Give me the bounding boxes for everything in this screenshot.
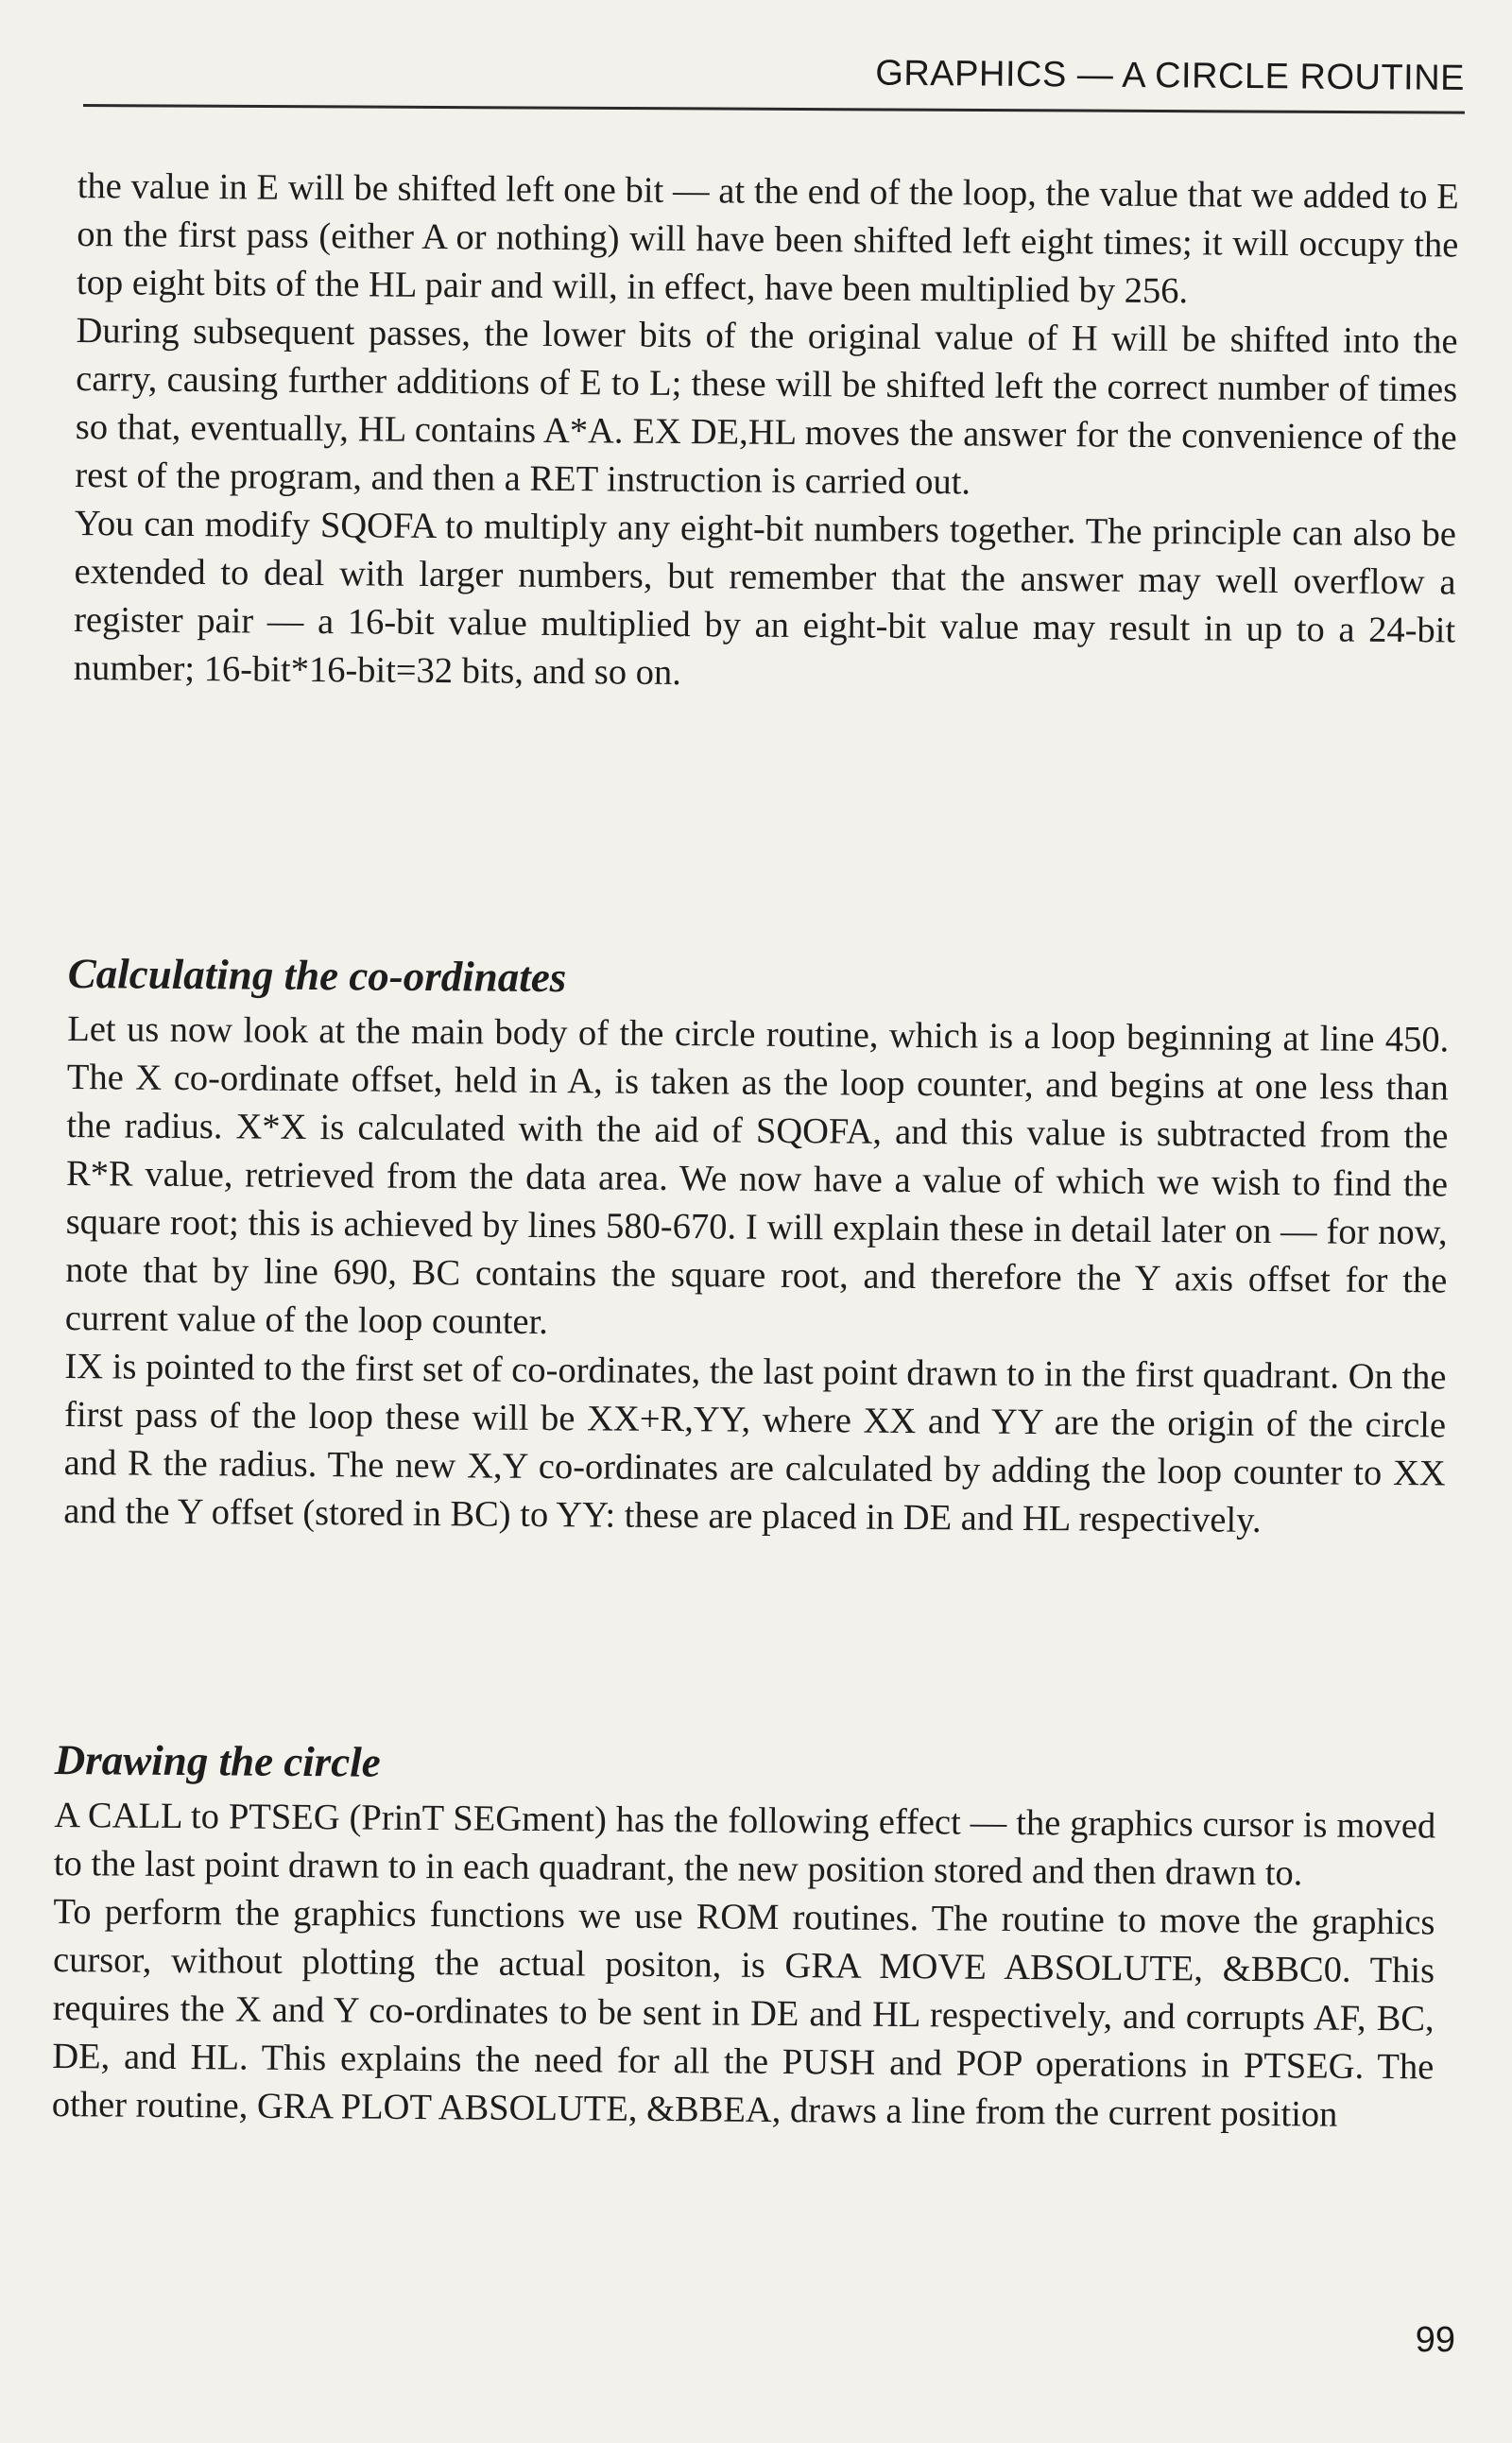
body-paragraph: the value in E will be shifted left one bit — at the end of the loop, the value that we added to E on the first pass (either A or nothing) will have been shifted left eight times; it will occupy the top eight bits of the HL pair and will, in effect, have been multiplied by 256. [76,165,1459,312]
body-paragraph: IX is pointed to the first set of co-ordinates, the last point drawn to in the first quadrant. On the first pass of the loop these will be XX+R,YY, where XX and YY are the origin of the circle and R the radius. The new X,Y co-ordinates are calculated by adding the loop counter to XX and the Y offset (stored in BC) to YY: these are placed in DE and HL respectively. [63,1346,1447,1540]
section-heading: Drawing the circle [54,1735,381,1786]
body-paragraph: A CALL to PTSEG (PrinT SEGment) has the following effect — the graphics cursor is moved to the last point drawn to in each quadrant, the new position stored and then drawn to. [53,1795,1436,1894]
section-calculating [63,945,1450,1546]
body-paragraph: During subsequent passes, the lower bits of the original value of H will be shifted into the carry, causing further additions of E to L; these will be shifted left the correct number of times so that, eventually, HL contains A*A. EX DE,HL moves the answer for the convenience of the rest of the program, and then a RET instruction is carried out. [75,310,1458,503]
section-heading: Calculating the co-ordinates [67,949,567,1002]
running-head: GRAPHICS — A CIRCLE ROUTINE [875,53,1466,98]
page-number: 99 [1415,2320,1455,2360]
intro-text-block [74,163,1459,703]
body-paragraph: Let us now look at the main body of the circle routine, which is a loop beginning at line 450. The X co-ordinate offset, held in A, is taken as the loop counter, and begins at one less than the radius. X*X is calculated with the aid of SQOFA, and this value is subtracted from the R*R value, retrieved from the data area. We now have a value of which we wish to find the square root; this is achieved by lines 580-670. I will explain these in detail later on — for now, note that by line 690, BC contains the square root, and therefore the Y axis offset for the current value of the loop counter. [64,1008,1450,1343]
body-paragraph: To perform the graphics functions we use ROM routines. The routine to move the graphics cursor, without plotting the actual positon, is GRA MOVE ABSOLUTE, &BBC0. This requires the X and Y co-ordinates to be sent in DE and HL respectively, and corrupts AF, BC, DE, and HL. This explains the need for all the PUSH and POP operations in PTSEG. The other routine, GRA PLOT ABSOLUTE, &BBEA, draws a line from the current position [51,1891,1435,2135]
section-drawing [52,1731,1436,2140]
body-paragraph: You can modify SQOFA to multiply any eight-bit numbers together. The principle can also be extended to deal with larger numbers, but remember that the answer may well overflow a register pair — a 16-bit value multiplied by an eight-bit value may result in up to a 24-bit number; 16-bit*16-bit=32 bits, and so on. [73,503,1457,694]
header-rule [83,104,1465,114]
